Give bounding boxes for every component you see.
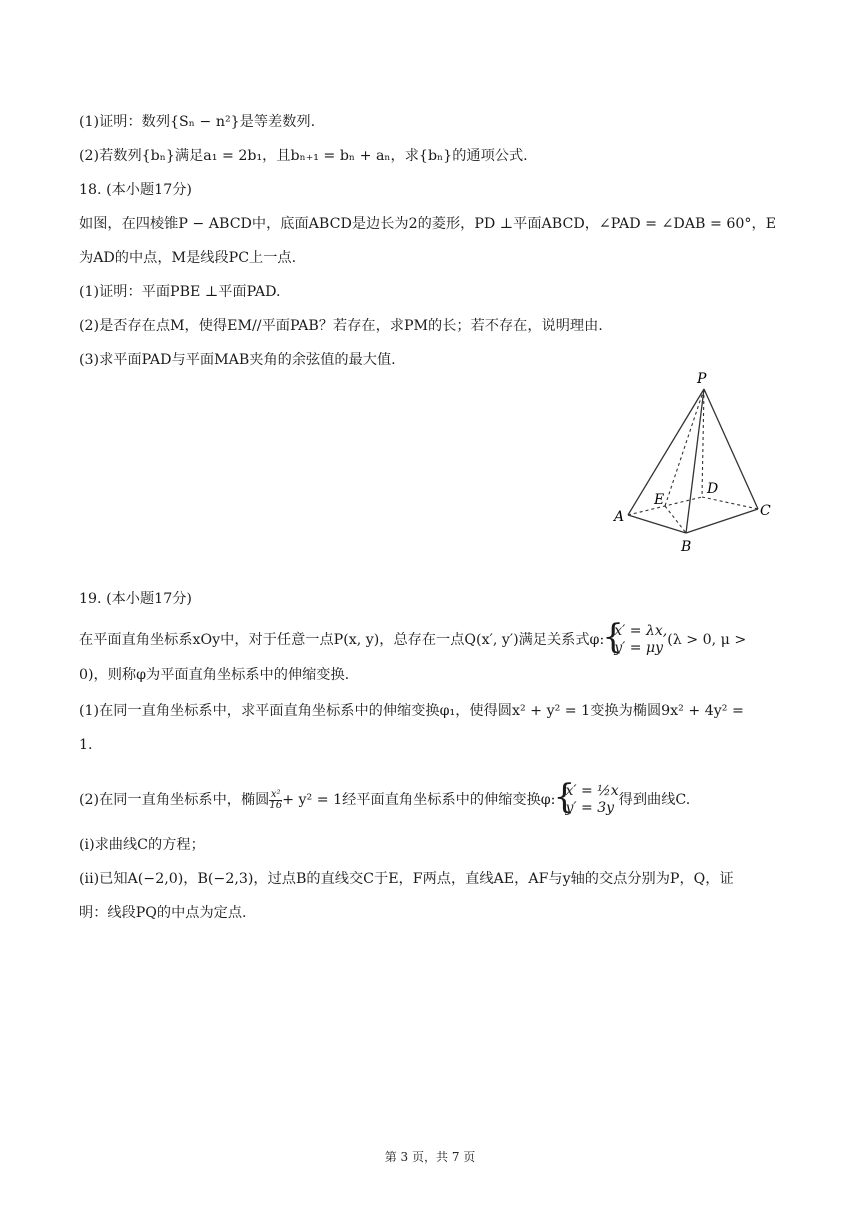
label-D: D: [707, 481, 719, 497]
transform-y: y′ = μy: [614, 640, 663, 656]
problem-18-part-3: (3)求平面PAD与平面MAB夹角的余弦值的最大值.: [79, 352, 396, 368]
problem-18-part-1: (1)证明：平面PBE ⊥平面PAD.: [79, 284, 281, 300]
transform2-x: { x′ = ½x: [565, 783, 619, 799]
problem-19-stem-line-2: 0)，则称φ为平面直角坐标系中的伸缩变换.: [79, 667, 350, 683]
transform-system-2: [555, 783, 618, 817]
transform2-y: y′ = 3y: [565, 800, 615, 816]
stem-text-post: (λ > 0, μ >: [667, 632, 747, 648]
problem-19-part-2-ii-line-1: (ii)已知A(−2,0)，B(−2,3)，过点B的直线交C于E，F两点，直线AE，AF与y轴的交点分别为P，Q，证: [79, 871, 734, 887]
label-B: B: [681, 539, 692, 555]
problem-19-heading: 19. (本小题17分): [79, 591, 192, 607]
problem-17-part-2: (2)若数列{bₙ}满足a₁ = 2b₁，且bₙ₊₁ = bₙ + aₙ，求{bₙ}的通项公式.: [79, 148, 528, 164]
problem-19-part-2: [79, 783, 788, 817]
problem-19-part-1-line-1: (1)在同一直角坐标系中，求平面直角坐标系中的伸缩变换φ₁，使得圆x² + y² = 1变换为椭圆9x² + 4y² =: [79, 703, 744, 719]
problem-19-part-2-ii-line-2: 明：线段PQ的中点为定点.: [79, 905, 247, 921]
ellipse-fraction: $\frac{\text{x²}}{16}$: [269, 788, 283, 811]
problem-18-stem-line-2: 为AD的中点，M是线段PC上一点.: [79, 250, 297, 266]
transform-x: { x′ = λx,: [614, 623, 668, 639]
page-footer: 第 3 页，共 7 页: [384, 1150, 476, 1164]
problem-19-part-1-line-2: 1.: [79, 737, 93, 753]
transform-system: [604, 623, 667, 657]
problem-19-stem-line-1: [79, 623, 788, 657]
label-A: A: [614, 509, 625, 525]
label-E: E: [654, 492, 665, 508]
problem-18-heading: 18. (本小题17分): [79, 182, 192, 198]
part-2-post: 得到曲线C.: [618, 792, 691, 808]
label-P: P: [697, 371, 707, 387]
part-2-mid: + y² = 1经平面直角坐标系中的伸缩变换φ:: [282, 792, 556, 808]
problem-17-part-1: (1)证明：数列{Sₙ − n²}是等差数列.: [79, 114, 316, 130]
stem-text-pre: 在平面直角坐标系xOy中，对于任意一点P(x, y)，总存在一点Q(x′, y′)满足关系式φ:: [79, 632, 605, 648]
problem-18-part-2: (2)是否存在点M，使得EM//平面PAB？若存在，求PM的长；若不存在，说明理由.: [79, 318, 603, 334]
problem-18-stem-line-1: 如图，在四棱锥P − ABCD中，底面ABCD是边长为2的菱形，PD ⊥平面ABCD，∠PAD = ∠DAB = 60°，E: [79, 216, 777, 232]
problem-19-part-2-i: (i)求曲线C的方程；: [79, 837, 205, 853]
label-C: C: [760, 503, 771, 519]
pyramid-figure: [610, 368, 780, 558]
part-2-pre: (2)在同一直角坐标系中，椭圆: [79, 792, 270, 808]
